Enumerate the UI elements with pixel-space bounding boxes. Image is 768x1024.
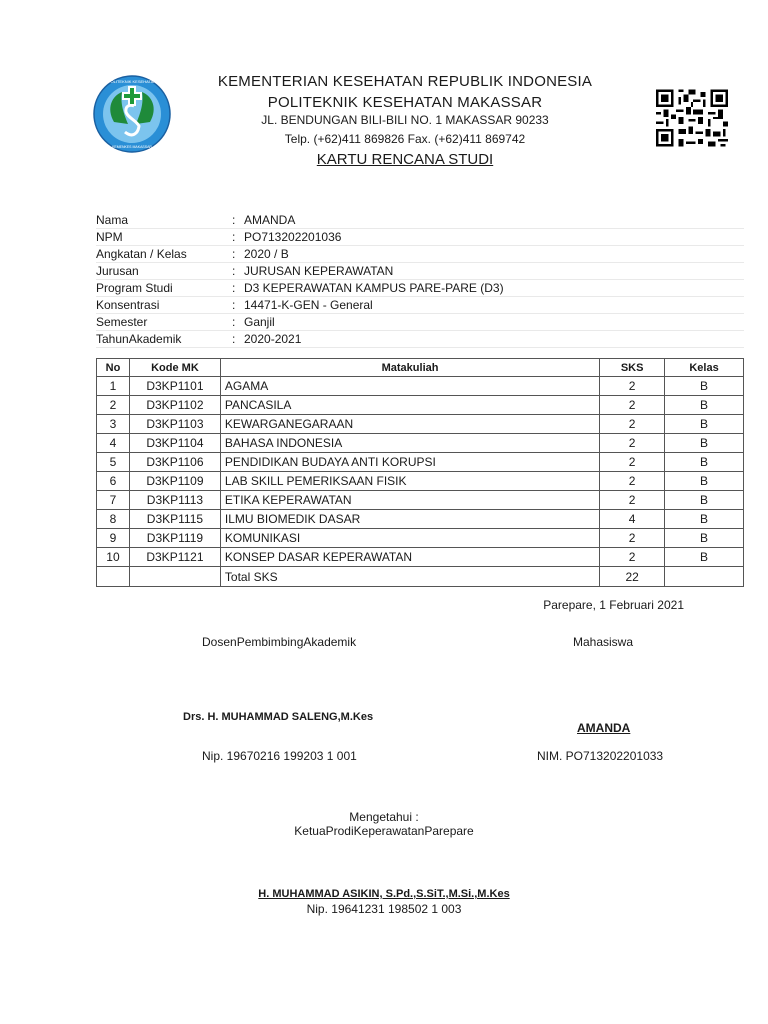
cell-kelas: B	[665, 472, 744, 491]
qr-code	[656, 89, 728, 147]
cell-sks: 2	[600, 415, 665, 434]
cell-kode: D3KP1102	[129, 396, 220, 415]
cell-no: 6	[97, 472, 130, 491]
institution-contact: Telp. (+62)411 869826 Fax. (+62)411 869742	[284, 132, 526, 146]
info-value: D3 KEPERAWATAN KAMPUS PARE-PARE (D3)	[244, 281, 504, 295]
total-sks-value: 22	[600, 567, 665, 587]
cell-empty	[97, 567, 130, 587]
cell-sks: 2	[600, 548, 665, 567]
header-no: No	[97, 359, 130, 377]
head-of-program-name: H. MUHAMMAD ASIKIN, S.Pd.,S.SiT.,M.Si.,M.Kes	[258, 888, 510, 900]
info-row-konsentrasi	[96, 297, 744, 314]
svg-text:POLITEKNIK KESEHATAN: POLITEKNIK KESEHATAN	[107, 79, 157, 84]
cell-no: 4	[97, 434, 130, 453]
info-value: PO713202201036	[244, 230, 342, 244]
info-separator: :	[232, 281, 236, 295]
cell-sks: 2	[600, 491, 665, 510]
table-row	[97, 548, 744, 567]
cell-matakuliah: PANCASILA	[220, 396, 599, 415]
info-label: Konsentrasi	[96, 298, 160, 312]
cell-kode: D3KP1109	[129, 472, 220, 491]
table-row	[97, 510, 744, 529]
document-title: KARTU RENCANA STUDI	[316, 151, 494, 168]
cell-matakuliah: KONSEP DASAR KEPERAWATAN	[220, 548, 599, 567]
info-separator: :	[232, 315, 236, 329]
info-label: Angkatan / Kelas	[96, 247, 187, 261]
cell-no: 10	[97, 548, 130, 567]
cell-no: 2	[97, 396, 130, 415]
info-label: Semester	[96, 315, 148, 329]
info-value: 14471-K-GEN - General	[244, 298, 373, 312]
cell-empty	[129, 567, 220, 587]
table-row	[97, 396, 744, 415]
place-date: Parepare, 1 Februari 2021	[543, 598, 684, 612]
table-total-row	[97, 567, 744, 587]
course-table	[96, 358, 744, 587]
cell-no: 5	[97, 453, 130, 472]
info-label: Program Studi	[96, 281, 173, 295]
cell-no: 7	[97, 491, 130, 510]
table-row	[97, 491, 744, 510]
info-row-program-studi	[96, 280, 744, 297]
cell-kode: D3KP1119	[129, 529, 220, 548]
cell-matakuliah: KEWARGANEGARAAN	[220, 415, 599, 434]
info-value: Ganjil	[244, 315, 275, 329]
institution-title: POLITEKNIK KESEHATAN MAKASSAR	[267, 94, 543, 111]
cell-sks: 4	[600, 510, 665, 529]
info-label: TahunAkademik	[96, 332, 182, 346]
table-row	[97, 472, 744, 491]
info-value: 2020-2021	[244, 332, 302, 346]
info-row-angkatan	[96, 246, 744, 263]
cell-kode: D3KP1103	[129, 415, 220, 434]
cell-no: 9	[97, 529, 130, 548]
poltekkes-logo	[92, 74, 172, 154]
cell-no: 1	[97, 377, 130, 396]
table-row	[97, 434, 744, 453]
cell-kelas: B	[665, 396, 744, 415]
cell-sks: 2	[600, 377, 665, 396]
cell-kelas: B	[665, 434, 744, 453]
cell-kelas: B	[665, 453, 744, 472]
acknowledge-label: Mengetahui :	[349, 810, 419, 824]
advisor-name: Drs. H. MUHAMMAD SALENG,M.Kes	[183, 711, 374, 723]
cell-kode: D3KP1101	[129, 377, 220, 396]
cell-kode: D3KP1113	[129, 491, 220, 510]
info-separator: :	[232, 247, 236, 261]
head-of-program-nip: Nip. 19641231 198502 1 003	[306, 902, 462, 916]
info-label: NPM	[96, 230, 123, 244]
cell-matakuliah: LAB SKILL PEMERIKSAAN FISIK	[220, 472, 599, 491]
cell-matakuliah: BAHASA INDONESIA	[220, 434, 599, 453]
cell-sks: 2	[600, 396, 665, 415]
acknowledge-role: KetuaProdiKeperawatanParepare	[294, 824, 474, 838]
info-label: Nama	[96, 213, 129, 227]
table-row	[97, 415, 744, 434]
ministry-title: KEMENTERIAN KESEHATAN REPUBLIK INDONESIA	[217, 73, 593, 90]
cell-kelas: B	[665, 529, 744, 548]
info-value: AMANDA	[244, 213, 296, 227]
info-value: JURUSAN KEPERAWATAN	[244, 264, 394, 278]
cell-sks: 2	[600, 453, 665, 472]
cell-sks: 2	[600, 434, 665, 453]
cell-matakuliah: ILMU BIOMEDIK DASAR	[220, 510, 599, 529]
cell-matakuliah: KOMUNIKASI	[220, 529, 599, 548]
info-row-semester	[96, 314, 744, 331]
info-separator: :	[232, 213, 236, 227]
cell-matakuliah: PENDIDIKAN BUDAYA ANTI KORUPSI	[220, 453, 599, 472]
cell-kode: D3KP1115	[129, 510, 220, 529]
cell-kode: D3KP1121	[129, 548, 220, 567]
svg-text:KEMENKES MAKASSAR: KEMENKES MAKASSAR	[112, 145, 152, 149]
info-row-nama	[96, 212, 744, 229]
table-row	[97, 377, 744, 396]
student-role: Mahasiswa	[573, 635, 634, 649]
info-row-jurusan	[96, 263, 744, 280]
advisor-nip: Nip. 19670216 199203 1 001	[202, 749, 357, 763]
total-sks-label: Total SKS	[220, 567, 599, 587]
header-sks: SKS	[600, 359, 665, 377]
table-row	[97, 453, 744, 472]
cell-kelas: B	[665, 377, 744, 396]
info-row-tahun-akademik	[96, 331, 744, 348]
header-kode-mk: Kode MK	[129, 359, 220, 377]
cell-kelas: B	[665, 415, 744, 434]
header-matakuliah: Matakuliah	[220, 359, 599, 377]
advisor-role: DosenPembimbingAkademik	[202, 635, 357, 649]
cell-no: 3	[97, 415, 130, 434]
cell-matakuliah: ETIKA KEPERAWATAN	[220, 491, 599, 510]
table-row	[97, 529, 744, 548]
header-kelas: Kelas	[665, 359, 744, 377]
institution-address: JL. BENDUNGAN BILI-BILI NO. 1 MAKASSAR 90233	[261, 113, 549, 127]
cell-matakuliah: AGAMA	[220, 377, 599, 396]
cell-empty	[665, 567, 744, 587]
info-separator: :	[232, 230, 236, 244]
info-row-npm	[96, 229, 744, 246]
cell-kelas: B	[665, 510, 744, 529]
cell-kode: D3KP1104	[129, 434, 220, 453]
info-separator: :	[232, 332, 236, 346]
cell-kelas: B	[665, 548, 744, 567]
cell-no: 8	[97, 510, 130, 529]
info-label: Jurusan	[96, 264, 139, 278]
info-separator: :	[232, 264, 236, 278]
info-separator: :	[232, 298, 236, 312]
student-nim: NIM. PO713202201033	[537, 749, 664, 763]
table-header-row	[97, 359, 744, 377]
cell-sks: 2	[600, 472, 665, 491]
info-value: 2020 / B	[244, 247, 289, 261]
cell-kelas: B	[665, 491, 744, 510]
student-name: AMANDA	[577, 721, 631, 735]
cell-kode: D3KP1106	[129, 453, 220, 472]
student-info	[96, 212, 744, 348]
cell-sks: 2	[600, 529, 665, 548]
